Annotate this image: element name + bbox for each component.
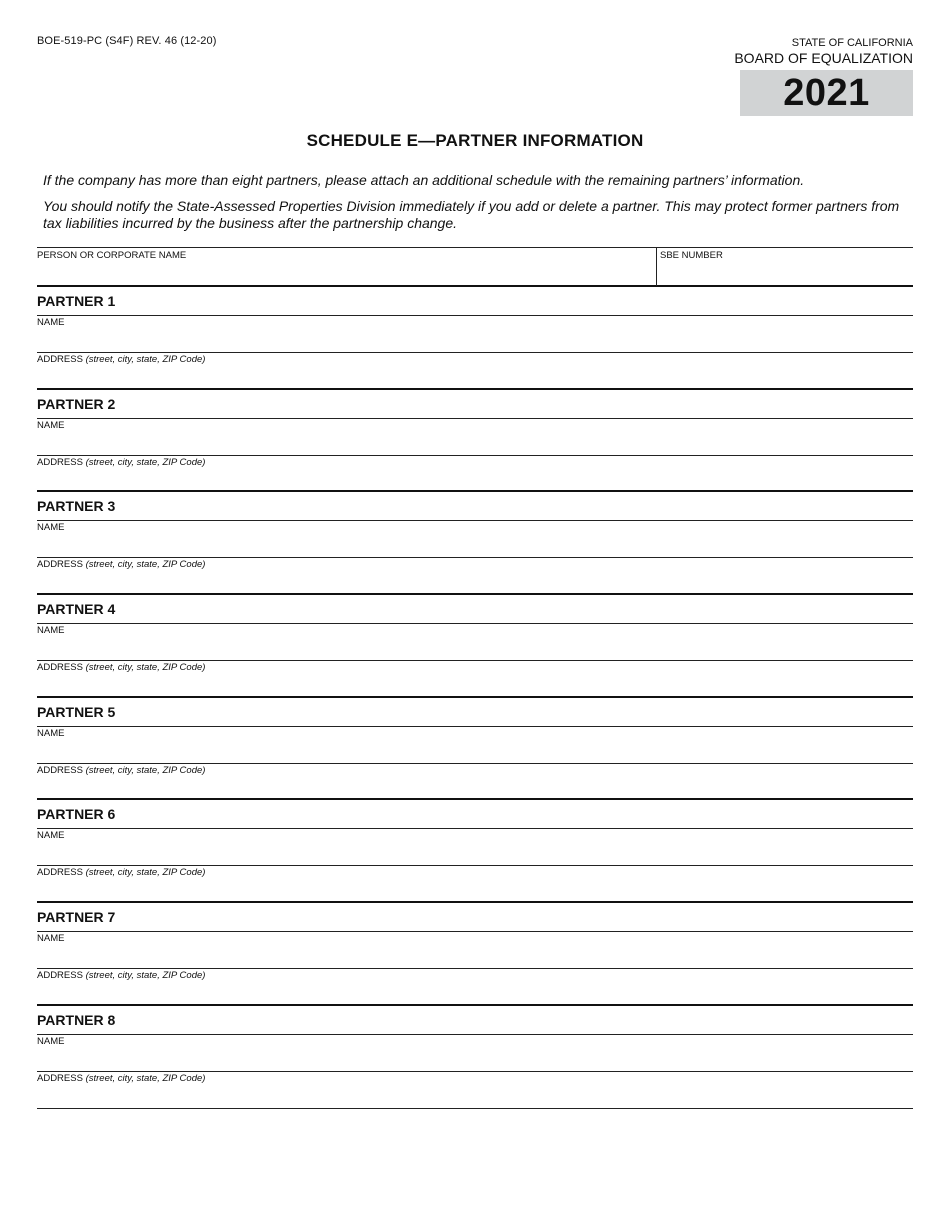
board-label: BOARD OF EQUALIZATION: [734, 50, 913, 66]
address-hint: (street, city, state, ZIP Code): [85, 764, 206, 776]
partner-title: PARTNER 1: [37, 293, 116, 309]
name-label: NAME: [37, 933, 65, 945]
name-label: NAME: [37, 727, 65, 739]
year-badge: 2021: [740, 70, 913, 116]
address-hint: (street, city, state, ZIP Code): [85, 970, 206, 982]
partner-title: PARTNER 4: [37, 601, 116, 618]
state-label: STATE OF CALIFORNIA: [791, 37, 913, 49]
page-title: SCHEDULE E—PARTNER INFORMATION: [306, 131, 644, 150]
form-id: BOE-519-PC (S4F) REV. 46 (12-20): [37, 35, 217, 47]
address-label: ADDRESS (street, city, state, ZIP Code): [37, 1072, 206, 1084]
address-hint: (street, city, state, ZIP Code): [85, 867, 206, 879]
partner-address-field[interactable]: [37, 1071, 913, 1108]
partner-section-5: [37, 698, 913, 801]
corporate-name-field[interactable]: [37, 248, 656, 286]
partner-section-4: [37, 595, 913, 698]
partner-section-3: [37, 492, 913, 595]
partner-title: PARTNER 8: [37, 1011, 116, 1028]
sbe-number-field[interactable]: [656, 248, 913, 286]
address-hint: (street, city, state, ZIP Code): [85, 354, 206, 365]
partner-section-6: [37, 800, 913, 903]
partner-title: PARTNER 3: [37, 498, 116, 515]
address-label: ADDRESS (street, city, state, ZIP Code): [37, 456, 206, 468]
partner-section-8: [37, 1006, 913, 1109]
address-hint: (street, city, state, ZIP Code): [85, 456, 206, 468]
name-label: NAME: [37, 830, 65, 842]
partner-name-field[interactable]: [37, 931, 913, 968]
partner-address-field[interactable]: [37, 865, 913, 902]
sbe-number-label: SBE NUMBER: [660, 250, 723, 261]
name-label: NAME: [37, 1035, 65, 1047]
name-label: NAME: [37, 522, 65, 534]
name-label: NAME: [37, 317, 65, 328]
partner-title: PARTNER 7: [37, 909, 116, 926]
address-hint: (street, city, state, ZIP Code): [85, 662, 206, 674]
partner-title: PARTNER 6: [37, 806, 116, 823]
partner-name-field[interactable]: [37, 828, 913, 865]
address-label: ADDRESS (street, city, state, ZIP Code): [37, 559, 206, 571]
partner-address-field[interactable]: [37, 455, 913, 492]
address-label: ADDRESS (street, city, state, ZIP Code): [37, 354, 206, 365]
partner-address-field[interactable]: [37, 763, 913, 800]
partner-name-field[interactable]: [37, 623, 913, 660]
instruction-text: If the company has more than eight partners, please attach an additional schedule with the remaining partners’ information.: [43, 172, 805, 188]
partner-list: [37, 287, 913, 1109]
partner-name-field[interactable]: [37, 520, 913, 557]
partner-section-7: [37, 903, 913, 1006]
partner-address-field[interactable]: [37, 968, 913, 1005]
name-label: NAME: [37, 625, 65, 637]
corporate-name-label: PERSON OR CORPORATE NAME: [37, 250, 187, 261]
corporate-info-row: [37, 247, 913, 287]
partner-title: PARTNER 2: [37, 395, 116, 412]
agency-block: [734, 37, 913, 67]
address-hint: (street, city, state, ZIP Code): [85, 559, 206, 571]
address-label: ADDRESS (street, city, state, ZIP Code): [37, 662, 206, 674]
address-label: ADDRESS (street, city, state, ZIP Code): [37, 867, 206, 879]
partner-title: PARTNER 5: [37, 703, 116, 720]
partner-name-field[interactable]: [37, 315, 913, 352]
instruction-text: You should notify the State-Assessed Properties Division immediately if you add or delete a partner. This may protect former partners from tax liabilities incurred by the business after the partnership change.: [43, 198, 900, 231]
partner-address-field[interactable]: [37, 557, 913, 594]
partner-name-field[interactable]: [37, 418, 913, 455]
name-label: NAME: [37, 419, 65, 431]
partner-address-field[interactable]: [37, 660, 913, 697]
address-hint: (street, city, state, ZIP Code): [85, 1072, 206, 1084]
partner-name-field[interactable]: [37, 1034, 913, 1071]
address-label: ADDRESS (street, city, state, ZIP Code): [37, 970, 206, 982]
partner-name-field[interactable]: [37, 726, 913, 763]
address-label: ADDRESS (street, city, state, ZIP Code): [37, 764, 206, 776]
partner-section-1: [37, 287, 913, 390]
partner-section-2: [37, 390, 913, 493]
partner-address-field[interactable]: [37, 352, 913, 389]
